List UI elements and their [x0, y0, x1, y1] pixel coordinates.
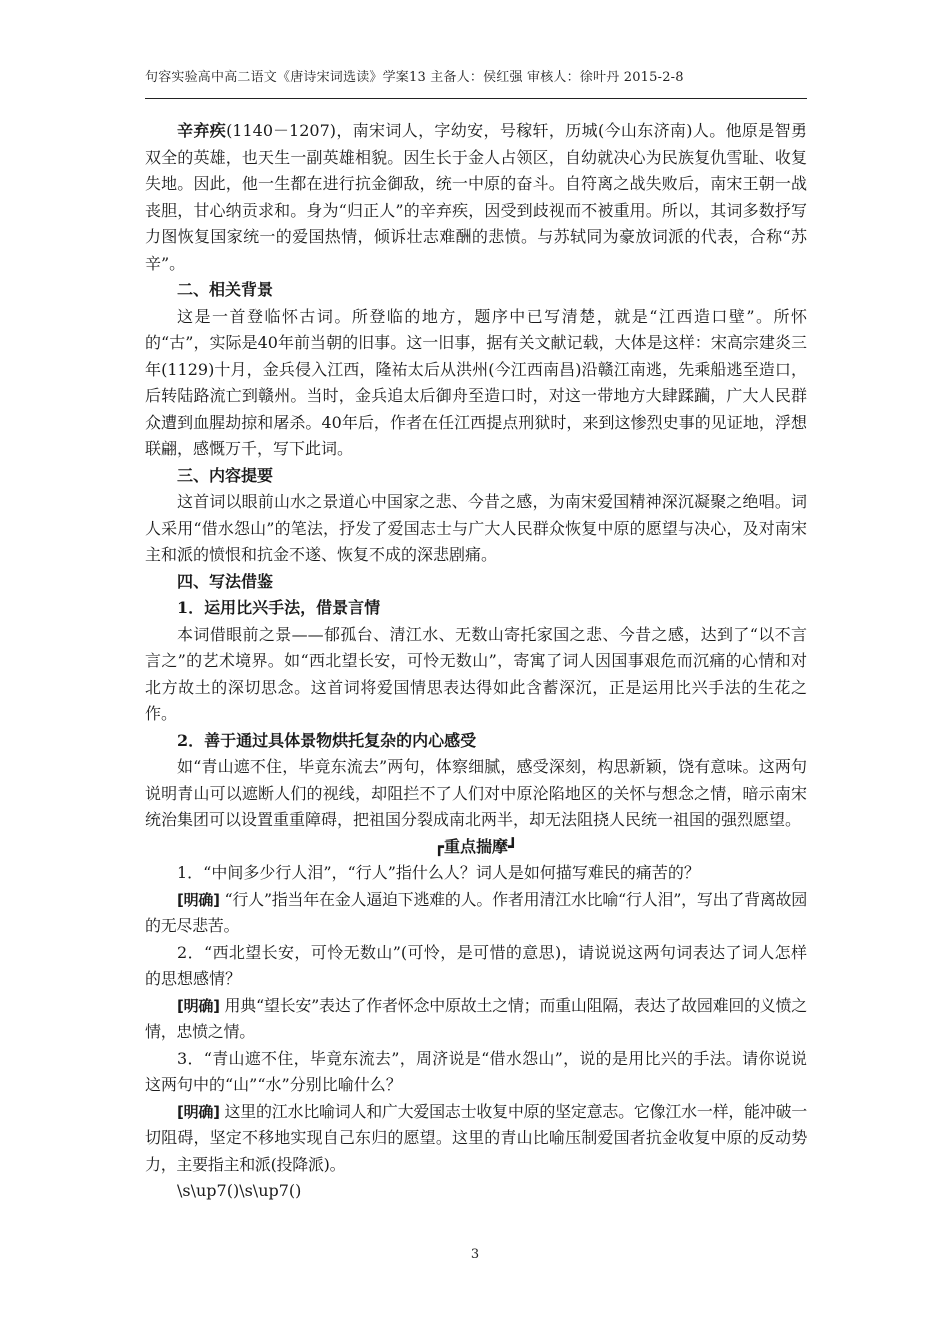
question-1: 1．“中间多少行人泪”，“行人”指什么人？词人是如何描写难民的痛苦的？ — [177, 863, 700, 882]
section-2-text: 这是一首登临怀古词。所登临的地方，题序中已写清楚，就是“江西造口壁”。所怀的“古”，实际是40年前当朝的旧事。这一旧事，据有关文献记载，大体是这样：宋高宗建炎三年(1129)十月，金兵侵入江西，隆祐太后从洪州(今江西南昌)沿赣江南逃，先乘船逃至造口，后转陆路流亡到赣州。当时，金兵追太后御舟至造口时，对这一带地方大肆蹂躏，广大人民群众遭到血腥劫掠和屠杀。40年后，作者在任江西提点刑狱时，来到这惨烈史事的见证地，浮想联翩，感慨万千，写下此词。 — [145, 306, 807, 458]
section-2-title: 二、相关背景 — [177, 280, 274, 299]
section-3-title: 三、内容提要 — [177, 465, 274, 485]
poet-name: 辛弃疾 — [177, 121, 227, 140]
field-code-text: \s\up7()\s\up7() — [177, 1181, 302, 1200]
answer-1 — [145, 887, 807, 940]
section-3-text: 这首词以眼前山水之景道心中国家之悲、今昔之感，为南宋爱国精神深沉凝聚之绝唱。词人采用“借水怨山”的笔法，抒发了爱国志士与广大人民群众恢复中原的愿望与决心，及对南宋主和派的愤恨和抗金不遂、恢复不成的深悲剧痛。 — [145, 492, 807, 564]
answer-3-text: 这里的江水比喻词人和广大爱国志士收复中原的坚定意志。它像江水一样，能冲破一切阻碍，坚定不移地实现自己东归的愿望。这里的青山比喻压制爱国者抗金收复中原的反动势力，主要指主和派(投降派)。 — [145, 1101, 807, 1174]
intro-text: (1140－1207)，南宋词人，字幼安，号稼轩，历城(今山东济南)人。他原是智勇双全的英雄，也天生一副英雄相貌。因生长于金人占领区，自幼就决心为民族复仇雪耻、收复失地。因此，他一生都在进行抗金御敌，统一中原的奋斗。自符离之战失败后，南宋王朝一战丧胆，甘心纳贡求和。身为“归正人”的辛弃疾，因受到歧视而不被重用。所以，其词多数抒写力图恢复国家统一的爱国热情，倾诉壮志难酬的悲愤。与苏轼同为豪放词派的代表，合称“苏辛”。 — [145, 121, 807, 273]
question-2: 2．“西北望长安，可怜无数山”(可怜，是可惜的意思)，请说说这两句词表达了词人怎样的思想感情？ — [145, 942, 807, 988]
answer-2 — [145, 993, 807, 1046]
answer-2-text: 用典“望长安”表达了作者怀念中原故土之情；而重山阻隔，表达了故园难回的义愤之情，忠愤之情。 — [145, 995, 807, 1041]
point-2-title: 2．善于通过具体景物烘托复杂的内心感受 — [177, 730, 477, 750]
intro-paragraph — [145, 118, 807, 277]
header-rule — [145, 98, 807, 99]
question-3: 3．“青山遮不住，毕竟东流去”，周济说是“借水怨山”，说的是用比兴的手法。请你说说这两句中的“山”“水”分别比喻什么？ — [145, 1048, 807, 1094]
focus-section-title: ┏重点揣摩┛ — [434, 836, 518, 856]
page-header: 句容实验高中高二语文《唐诗宋词选读》学案13 主备人：侯红强 审核人：徐叶丹 2015-2-8 — [145, 70, 684, 85]
answer-label: [明确] — [177, 996, 220, 1015]
point-1-title: 1．运用比兴手法，借景言情 — [177, 598, 381, 617]
answer-1-text: “行人”指当年在金人逼迫下逃难的人。作者用清江水比喻“行人泪”，写出了背离故园的无尽悲苦。 — [145, 889, 807, 935]
answer-3 — [145, 1099, 807, 1179]
answer-label: [明确] — [177, 890, 220, 909]
section-4-title: 四、写法借鉴 — [177, 571, 274, 591]
answer-label: [明确] — [177, 1102, 220, 1121]
page-number: 3 — [470, 1247, 480, 1262]
document-body — [145, 118, 807, 1205]
point-1-text: 本词借眼前之景——郁孤台、清江水、无数山寄托家国之悲、今昔之感，达到了“以不言言之”的艺术境界。如“西北望长安，可怜无数山”，寄寓了词人因国事艰危而沉痛的心情和对北方故土的深切思念。这首词将爱国情思表达得如此含蓄深沉，正是运用比兴手法的生花之作。 — [145, 624, 807, 723]
point-2-text: 如“青山遮不住，毕竟东流去”两句，体察细腻，感受深刻，构思新颖，饶有意味。这两句说明青山可以遮断人们的视线，却阻拦不了人们对中原沦陷地区的关怀与想念之情，暗示南宋统治集团可以设置重重障碍，把祖国分裂成南北两半，却无法阻挠人民统一祖国的强烈愿望。 — [145, 757, 807, 829]
